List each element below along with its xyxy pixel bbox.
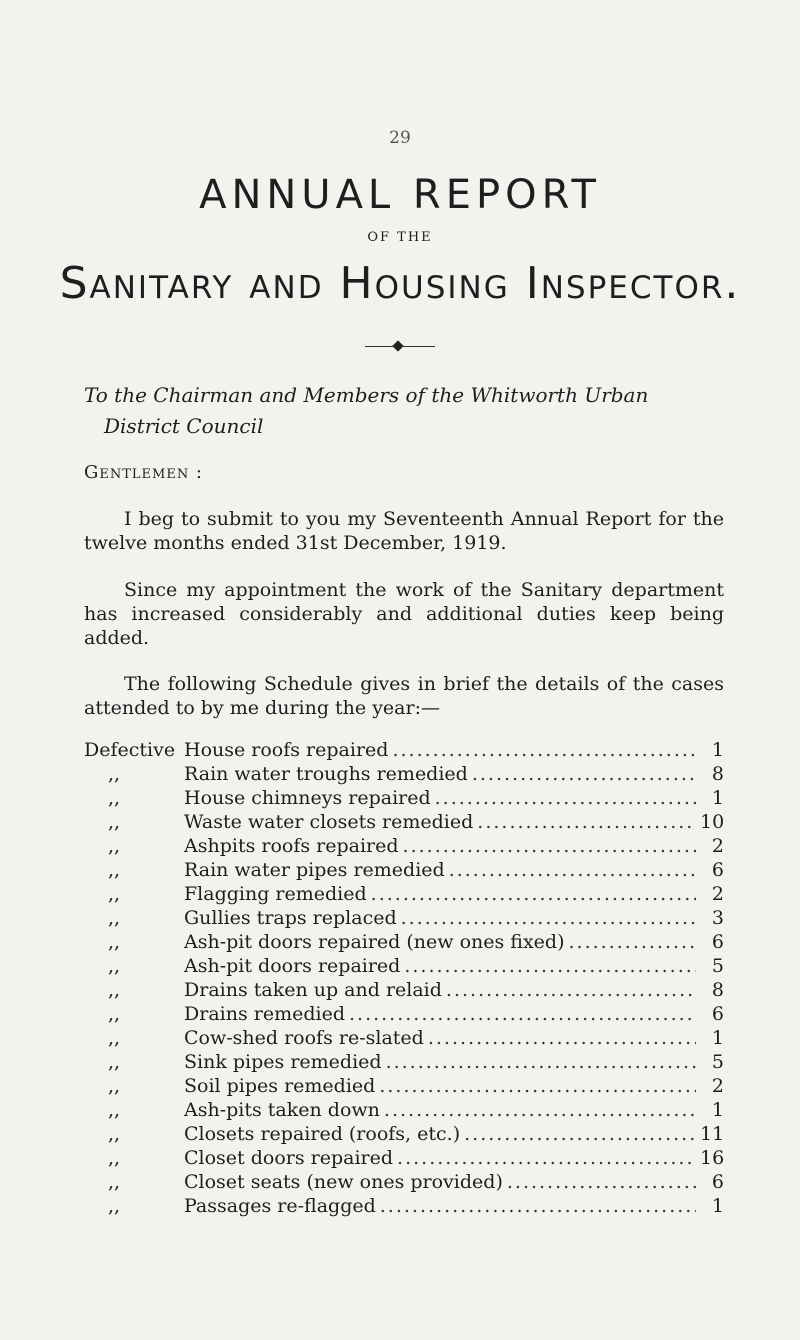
- schedule-row: [84, 1122, 724, 1146]
- ditto-mark: ,,: [108, 859, 121, 881]
- ditto-mark: ,,: [108, 787, 121, 809]
- dot-leader: [446, 978, 696, 1002]
- dot-leader: [371, 882, 696, 906]
- schedule-row: [84, 834, 724, 858]
- paragraph-appointment: Since my appointment the work of the Sanitary department has increased considerably and additional duties keep being added.: [84, 579, 724, 649]
- ditto-mark: ,,: [108, 955, 121, 977]
- schedule-row: [84, 1050, 724, 1074]
- report-office-title: Sanitary and Housing Inspector.: [59, 258, 741, 309]
- dot-leader: [404, 954, 696, 978]
- schedule-row: [84, 1098, 724, 1122]
- dot-leader: [435, 786, 696, 810]
- report-title: ANNUAL REPORT: [199, 172, 601, 218]
- dot-leader: [380, 1194, 696, 1218]
- schedule-item-label: Drains taken up and relaid: [184, 979, 442, 1001]
- paragraph-intro: I beg to submit to you my Seventeenth Annual Report for the twelve months ended 31st December, 1919.: [84, 508, 724, 554]
- schedule-row: [84, 810, 724, 834]
- schedule-item-label: Ash-pit doors repaired: [184, 955, 401, 977]
- dot-leader: [428, 1026, 696, 1050]
- schedule-item-count: 16: [700, 1147, 725, 1169]
- ditto-mark: ,,: [108, 1195, 121, 1217]
- schedule-item-count: 6: [711, 859, 724, 881]
- schedule-row: [84, 786, 724, 810]
- schedule-item-count: 2: [711, 835, 724, 857]
- schedule-row: [84, 1146, 724, 1170]
- schedule-item-label: House chimneys repaired: [184, 787, 431, 809]
- schedule-item-label: House roofs repaired: [184, 739, 389, 761]
- schedule-item-count: 11: [700, 1123, 725, 1145]
- schedule-item-label: Ash-pits taken down: [184, 1099, 380, 1121]
- schedule-item-label: Drains remedied: [184, 1003, 345, 1025]
- schedule-item-label: Closet doors repaired: [184, 1147, 394, 1169]
- schedule-row: [84, 858, 724, 882]
- schedule-item-label: Rain water pipes remedied: [184, 859, 445, 881]
- schedule-item-count: 2: [711, 883, 724, 905]
- schedule-row: [84, 1074, 724, 1098]
- ditto-mark: ,,: [108, 883, 121, 905]
- dot-leader: [401, 906, 696, 930]
- ditto-mark: ,,: [108, 1099, 121, 1121]
- addressee-line-2: District Council: [104, 414, 264, 438]
- schedule-row: [84, 978, 724, 1002]
- schedule-row: [84, 762, 724, 786]
- schedule-row: [84, 930, 724, 954]
- schedule-item-label: Closets repaired (roofs, etc.): [184, 1123, 461, 1145]
- addressee: [84, 380, 724, 442]
- dot-leader: [569, 930, 697, 954]
- ditto-mark: ,,: [108, 1075, 121, 1097]
- dot-leader: [403, 834, 696, 858]
- schedule-row: [84, 882, 724, 906]
- page-number: 29: [389, 128, 411, 148]
- ditto-mark: ,,: [108, 1027, 121, 1049]
- schedule-item-label: Sink pipes remedied: [184, 1051, 382, 1073]
- schedule-item-count: 1: [711, 1099, 724, 1121]
- dot-leader: [379, 1074, 696, 1098]
- diamond-ornament-icon: [392, 340, 403, 351]
- schedule-item-count: 8: [711, 979, 724, 1001]
- ditto-mark: ,,: [108, 835, 121, 857]
- schedule-item-count: 3: [711, 907, 724, 929]
- dot-leader: [472, 762, 696, 786]
- ditto-mark: ,,: [108, 1051, 121, 1073]
- ditto-mark: ,,: [108, 1171, 121, 1193]
- schedule-item-count: 1: [711, 1027, 724, 1049]
- dot-leader: [349, 1002, 696, 1026]
- addressee-line-1: To the Chairman and Members of the Whitworth Urban: [84, 383, 649, 407]
- dot-leader: [449, 858, 696, 882]
- schedule-row: [84, 954, 724, 978]
- schedule-item-count: 5: [711, 955, 724, 977]
- schedule-row: [84, 1002, 724, 1026]
- schedule-item-count: 1: [711, 787, 724, 809]
- paragraph-schedule-intro: The following Schedule gives in brief the details of the cases attended to by me during the year:—: [84, 673, 724, 719]
- dot-leader: [464, 1122, 696, 1146]
- schedule-item-count: 6: [711, 1171, 724, 1193]
- schedule-row: [84, 1194, 724, 1218]
- ditto-mark: ,,: [108, 979, 121, 1001]
- schedule-item-label: Flagging remedied: [184, 883, 367, 905]
- dot-leader: [507, 1170, 696, 1194]
- schedule-list: [84, 738, 724, 1218]
- schedule-item-label: Closet seats (new ones provided): [184, 1171, 503, 1193]
- ditto-mark: ,,: [108, 1147, 121, 1169]
- schedule-item-label: Passages re-flagged: [184, 1195, 376, 1217]
- schedule-item-label: Ashpits roofs repaired: [184, 835, 399, 857]
- dot-leader: [477, 810, 696, 834]
- schedule-row: [84, 1170, 724, 1194]
- schedule-row: [84, 906, 724, 930]
- dot-leader: [386, 1050, 696, 1074]
- schedule-item-count: 1: [711, 739, 724, 761]
- schedule-item-label: Soil pipes remedied: [184, 1075, 376, 1097]
- ditto-mark: ,,: [108, 1003, 121, 1025]
- schedule-row: [84, 1026, 724, 1050]
- schedule-item-count: 6: [711, 931, 724, 953]
- report-title-of: OF THE: [367, 230, 433, 245]
- schedule-item-count: 2: [711, 1075, 724, 1097]
- ditto-mark: ,,: [108, 931, 121, 953]
- schedule-item-count: 1: [711, 1195, 724, 1217]
- schedule-item-count: 5: [711, 1051, 724, 1073]
- dot-leader: [384, 1098, 696, 1122]
- schedule-item-label: Cow-shed roofs re-slated: [184, 1027, 424, 1049]
- schedule-item-count: 6: [711, 1003, 724, 1025]
- schedule-item-label: Waste water closets remedied: [184, 811, 474, 833]
- dot-leader: [392, 738, 696, 762]
- ditto-mark: ,,: [108, 1123, 121, 1145]
- dot-leader: [397, 1146, 696, 1170]
- ditto-mark: ,,: [108, 763, 121, 785]
- schedule-row: [84, 738, 724, 762]
- schedule-item-label: Rain water troughs remedied: [184, 763, 468, 785]
- ditto-mark: ,,: [108, 907, 121, 929]
- schedule-item-label: Gullies traps replaced: [184, 907, 397, 929]
- ditto-mark: ,,: [108, 811, 121, 833]
- schedule-item-label: Ash-pit doors repaired (new ones fixed): [184, 931, 565, 953]
- salutation: Gentlemen :: [84, 462, 203, 483]
- schedule-item-count: 8: [711, 763, 724, 785]
- schedule-item-count: 10: [700, 811, 725, 833]
- schedule-lead-word: Defective: [84, 739, 176, 761]
